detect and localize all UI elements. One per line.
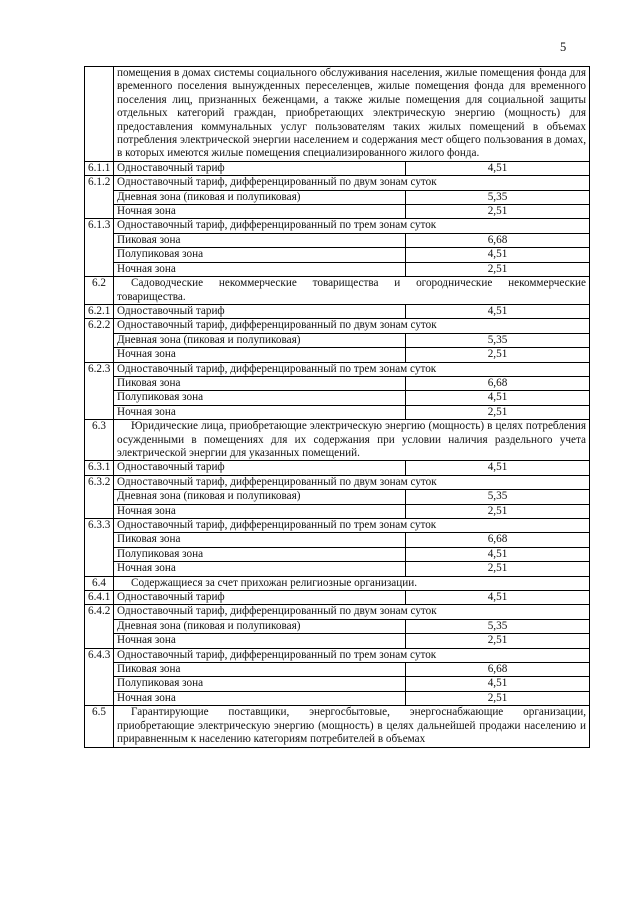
- tariff-label: Одноставочный тариф, дифференцированный по двум зонам суток: [114, 176, 590, 190]
- item-number: 6.1.3: [85, 219, 114, 277]
- zone-row: [85, 663, 590, 677]
- tariff-row-two-zone: [85, 605, 590, 619]
- item-number: 6.2.3: [85, 362, 114, 420]
- intro-text: помещения в домах системы социального обслуживания населения, жилые помещения фонда для временного поселения вынужденных переселенцев, жилые помещения фонда для временного поселения лиц, признанных беженцами, а также жилые помещения для социальной защиты отдельных категорий граждан, приобретающих электрическую энергию (мощность) для предоставления коммунальных услуг пользователям таких жилых помещений в объемах потребления электрической энергии населением и содержания мест общего пользования в домах, в которых имеются жилые помещения специализированного жилого фонда.: [114, 67, 590, 162]
- section-description-text: Садоводческие некоммерческие товарищества и огороднические некоммерческие товарищества.: [117, 277, 586, 303]
- section-description-text: Содержащиеся за счет прихожан религиозные организации.: [131, 576, 418, 589]
- zone-label: Полупиковая зона: [114, 677, 406, 691]
- zone-row: [85, 376, 590, 390]
- item-number: 6.3.3: [85, 519, 114, 577]
- zone-row: [85, 233, 590, 247]
- section-description: [114, 706, 590, 747]
- zone-value: 2,51: [406, 205, 590, 219]
- zone-row: [85, 262, 590, 276]
- item-number: 6.1.2: [85, 176, 114, 219]
- zone-row: [85, 547, 590, 561]
- zone-label: Ночная зона: [114, 205, 406, 219]
- tariff-label: Одноставочный тариф, дифференцированный по трем зонам суток: [114, 648, 590, 662]
- zone-label: Пиковая зона: [114, 376, 406, 390]
- zone-label: Дневная зона (пиковая и полупиковая): [114, 619, 406, 633]
- tariff-row-two-zone: [85, 176, 590, 190]
- zone-label: Дневная зона (пиковая и полупиковая): [114, 190, 406, 204]
- tariff-label: Одноставочный тариф: [114, 304, 406, 318]
- section-header-row: [85, 576, 590, 590]
- tariff-row-three-zone: [85, 648, 590, 662]
- zone-value: 6,68: [406, 233, 590, 247]
- zone-row: [85, 190, 590, 204]
- item-number: 6.3: [85, 420, 114, 461]
- section-description: [114, 420, 590, 461]
- zone-row: [85, 634, 590, 648]
- tariff-row-single: [85, 461, 590, 475]
- zone-value: 2,51: [406, 405, 590, 419]
- tariff-label: Одноставочный тариф, дифференцированный по двум зонам суток: [114, 319, 590, 333]
- zone-value: 6,68: [406, 376, 590, 390]
- tariff-label: Одноставочный тариф: [114, 161, 406, 175]
- zone-value: 6,68: [406, 533, 590, 547]
- zone-value: 2,51: [406, 634, 590, 648]
- section-header-row: [85, 706, 590, 747]
- tariff-row-single: [85, 591, 590, 605]
- zone-label: Ночная зона: [114, 405, 406, 419]
- zone-label: Ночная зона: [114, 504, 406, 518]
- zone-row: [85, 504, 590, 518]
- item-number: 6.2.2: [85, 319, 114, 362]
- zone-value: 2,51: [406, 691, 590, 705]
- tariff-row-two-zone: [85, 319, 590, 333]
- zone-value: 2,51: [406, 348, 590, 362]
- zone-row: [85, 205, 590, 219]
- zone-value: 4,51: [406, 248, 590, 262]
- section-header-row: [85, 277, 590, 305]
- tariff-row-three-zone: [85, 362, 590, 376]
- zone-value: 4,51: [406, 677, 590, 691]
- section-description: [114, 576, 590, 590]
- zone-label: Полупиковая зона: [114, 391, 406, 405]
- zone-value: 4,51: [406, 547, 590, 561]
- item-number: 6.3.1: [85, 461, 114, 475]
- zone-label: Ночная зона: [114, 691, 406, 705]
- item-number: 6.4: [85, 576, 114, 590]
- tariff-label: Одноставочный тариф: [114, 591, 406, 605]
- section-description: [114, 277, 590, 305]
- tariff-label: Одноставочный тариф, дифференцированный по трем зонам суток: [114, 362, 590, 376]
- tariff-label: Одноставочный тариф: [114, 461, 406, 475]
- item-number: 6.3.2: [85, 475, 114, 518]
- zone-row: [85, 333, 590, 347]
- zone-row: [85, 619, 590, 633]
- tariff-value: 4,51: [406, 591, 590, 605]
- section-description-text: Юридические лица, приобретающие электрическую энергию (мощность) в целях потребления осужденными в помещениях для их содержания при условии наличия раздельного учета электрической энергии для указанных помещений.: [117, 420, 586, 459]
- zone-value: 2,51: [406, 262, 590, 276]
- zone-label: Ночная зона: [114, 262, 406, 276]
- zone-value: 6,68: [406, 663, 590, 677]
- zone-row: [85, 562, 590, 576]
- item-number: 6.2: [85, 277, 114, 305]
- tariff-label: Одноставочный тариф, дифференцированный по двум зонам суток: [114, 605, 590, 619]
- zone-row: [85, 248, 590, 262]
- tariff-label: Одноставочный тариф, дифференцированный по двум зонам суток: [114, 475, 590, 489]
- zone-value: 5,35: [406, 619, 590, 633]
- tariff-row-three-zone: [85, 519, 590, 533]
- item-number: 6.4.2: [85, 605, 114, 648]
- zone-label: Дневная зона (пиковая и полупиковая): [114, 333, 406, 347]
- zone-label: Полупиковая зона: [114, 547, 406, 561]
- tariff-row-two-zone: [85, 475, 590, 489]
- zone-value: 5,35: [406, 333, 590, 347]
- zone-label: Ночная зона: [114, 562, 406, 576]
- zone-label: Дневная зона (пиковая и полупиковая): [114, 490, 406, 504]
- tariff-value: 4,51: [406, 461, 590, 475]
- intro-number-cell: [85, 67, 114, 162]
- tariff-row-single: [85, 161, 590, 175]
- zone-label: Пиковая зона: [114, 233, 406, 247]
- zone-row: [85, 691, 590, 705]
- zone-label: Полупиковая зона: [114, 248, 406, 262]
- zone-label: Пиковая зона: [114, 663, 406, 677]
- zone-value: 5,35: [406, 190, 590, 204]
- zone-value: 4,51: [406, 391, 590, 405]
- zone-label: Ночная зона: [114, 348, 406, 362]
- zone-row: [85, 677, 590, 691]
- zone-value: 5,35: [406, 490, 590, 504]
- zone-label: Пиковая зона: [114, 533, 406, 547]
- tariff-row-single: [85, 304, 590, 318]
- tariff-label: Одноставочный тариф, дифференцированный по трем зонам суток: [114, 219, 590, 233]
- section-header-row: [85, 420, 590, 461]
- item-number: 6.5: [85, 706, 114, 747]
- item-number: 6.4.3: [85, 648, 114, 706]
- zone-value: 2,51: [406, 504, 590, 518]
- tariff-row-three-zone: [85, 219, 590, 233]
- tariff-value: 4,51: [406, 304, 590, 318]
- zone-row: [85, 391, 590, 405]
- intro-row: [85, 67, 590, 162]
- zone-row: [85, 348, 590, 362]
- section-description-text: Гарантирующие поставщики, энергосбытовые, энергоснабжающие организации, приобретающие электрическую энергию (мощность) в целях дальнейшей продажи населению и приравненным к населению категориям потребителей в объемах: [117, 706, 586, 746]
- zone-label: Ночная зона: [114, 634, 406, 648]
- tariff-table: [84, 66, 590, 748]
- zone-row: [85, 533, 590, 547]
- item-number: 6.1.1: [85, 161, 114, 175]
- tariff-table-body: [85, 67, 590, 748]
- zone-value: 2,51: [406, 562, 590, 576]
- tariff-label: Одноставочный тариф, дифференцированный по трем зонам суток: [114, 519, 590, 533]
- zone-row: [85, 405, 590, 419]
- item-number: 6.2.1: [85, 304, 114, 318]
- zone-row: [85, 490, 590, 504]
- page-number: 5: [560, 40, 567, 54]
- item-number: 6.4.1: [85, 591, 114, 605]
- tariff-value: 4,51: [406, 161, 590, 175]
